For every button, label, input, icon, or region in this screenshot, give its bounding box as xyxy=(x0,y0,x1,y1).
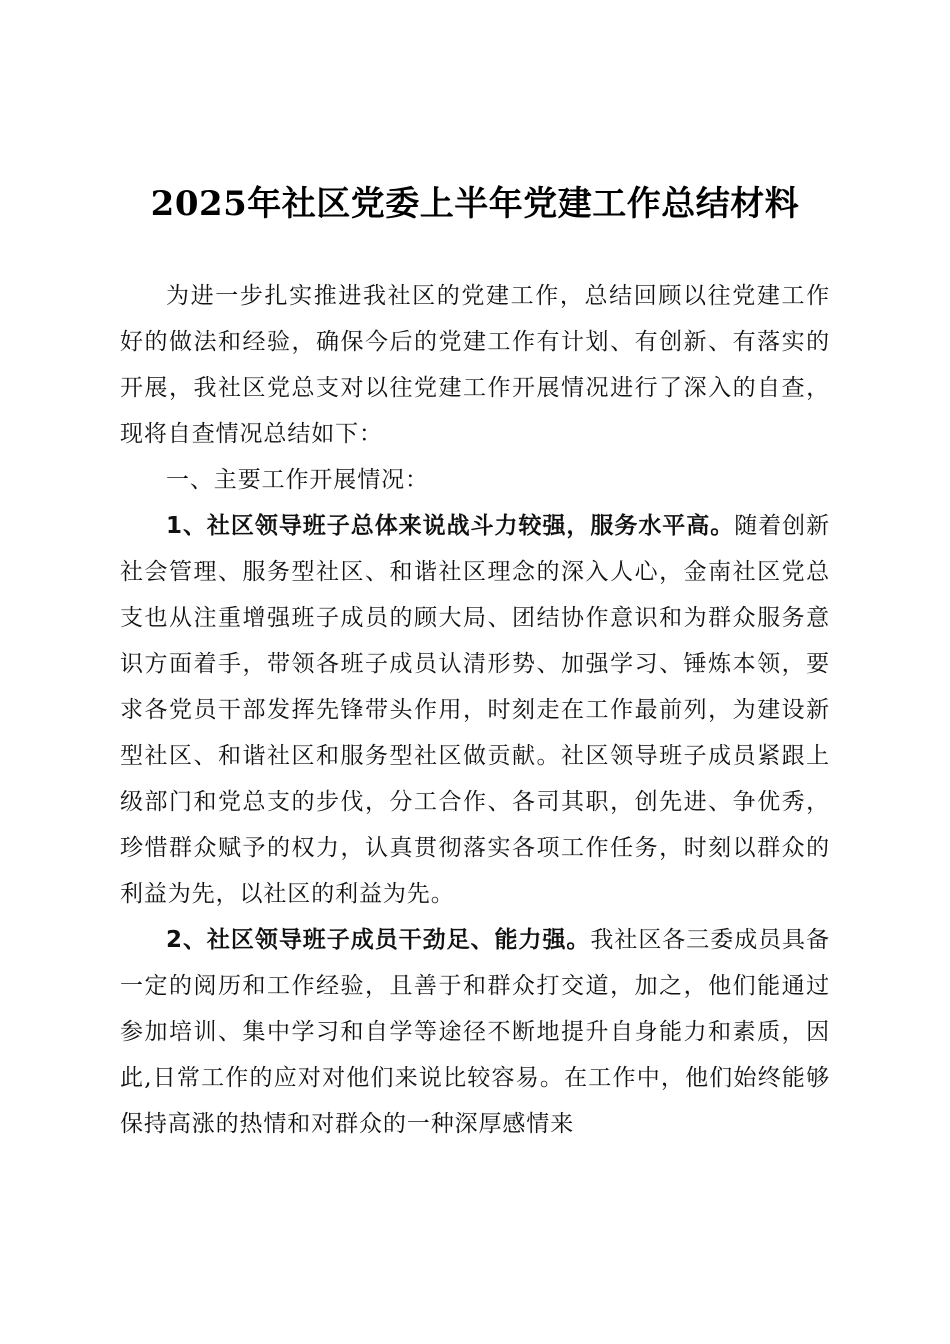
item-2-text: 我社区各三委成员具备一定的阅历和工作经验，且善于和群众打交道，加之，他们能通过参加培训、集中学习和自学等途径不断地提升自身能力和素质，因此,日常工作的应对对他们来说比较容易。在工作中，他们始终能够保持高涨的热情和对群众的一种深厚感情来 xyxy=(120,927,831,1137)
document-title: 2025年社区党委上半年党建工作总结材料 xyxy=(150,184,800,224)
item-1-text: 随着创新社会管理、服务型社区、和谐社区理念的深入人心，金南社区党总支也从注重增强班子成员的顾大局、团结协作意识和为群众服务意识方面着手，带领各班子成员认清形势、加强学习、锤炼本领，要求各党员干部发挥先锋带头作用，时刻走在工作最前列，为建设新型社区、和谐社区和服务型社区做贡献。社区领导班子成员紧跟上级部门和党总支的步伐，分工合作、各司其职，创先进、争优秀，珍惜群众赋予的权力，认真贯彻落实各项工作任务，时刻以群众的利益为先，以社区的利益为先。 xyxy=(120,513,830,907)
item-paragraph-2 xyxy=(120,917,830,1147)
section-heading: 一、主要工作开展情况： xyxy=(166,467,429,493)
intro-paragraph: 为进一步扎实推进我社区的党建工作，总结回顾以往党建工作好的做法和经验，确保今后的党建工作有计划、有创新、有落实的开展，我社区党总支对以往党建工作开展情况进行了深入的自查，现将自查情况总结如下： xyxy=(120,283,830,447)
item-1-lead: 1、社区领导班子总体来说战斗力较强，服务水平高。 xyxy=(166,513,735,539)
document-body xyxy=(120,273,830,1147)
item-2-lead: 2、社区领导班子成员干劲足、能力强。 xyxy=(166,927,591,953)
item-paragraph-1 xyxy=(120,503,830,917)
